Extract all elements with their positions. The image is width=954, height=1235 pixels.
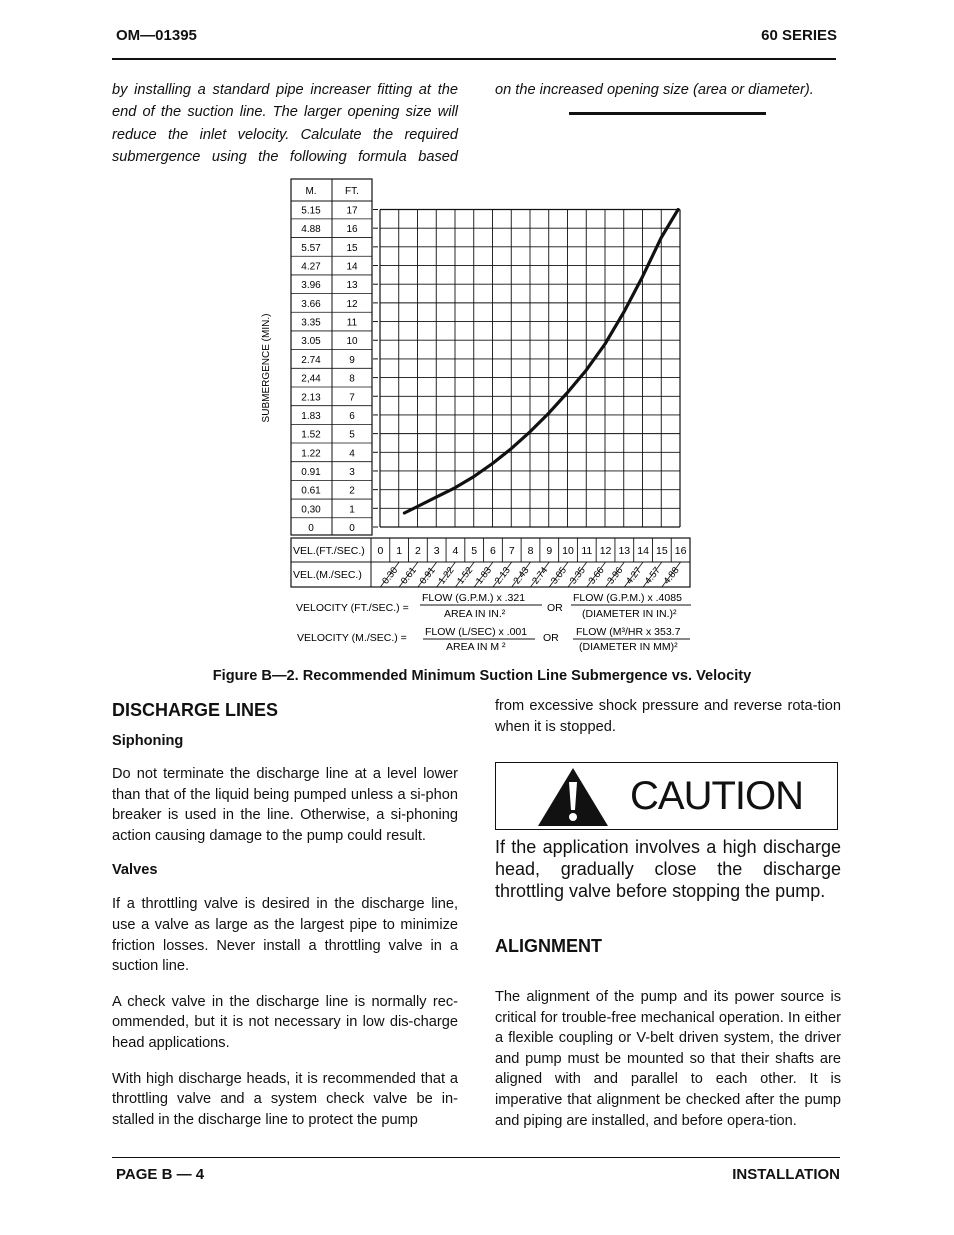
- valves-paragraph-3: With high discharge heads, it is recommended that a throttling valve and a system check valve be in-stalled in the discharge line to protect the pump: [112, 1070, 458, 1128]
- velocity-m-value: 3.35: [567, 565, 588, 587]
- formula-or: OR: [547, 602, 563, 614]
- figure-caption: Figure B—2. Recommended Minimum Suction Line Submergence vs. Velocity: [212, 668, 752, 684]
- feet-value: 7: [349, 392, 355, 404]
- feet-value: 17: [346, 205, 358, 217]
- page-number: PAGE B — 4: [116, 1166, 205, 1183]
- velocity-ft-value: 15: [656, 545, 668, 557]
- meters-value: 0.61: [301, 485, 321, 497]
- velocity-ft-value: 9: [546, 545, 553, 557]
- velocity-m-value: 1.22: [436, 565, 457, 587]
- velocity-ft-value: 2: [414, 545, 421, 557]
- meters-value: 5.15: [301, 205, 321, 217]
- feet-value: 16: [346, 224, 358, 236]
- velocity-ft-value: 14: [637, 545, 649, 557]
- formula-m-label: VELOCITY (M./SEC.) =: [297, 632, 407, 644]
- caution-message: If the application involves a high discharge head, gradually close the discharge throttling valve before stopping the pump.: [495, 837, 841, 901]
- meters-value: 4.27: [301, 261, 321, 273]
- formula-m-numerator-area: FLOW (L/SEC) x .001: [425, 626, 528, 638]
- feet-value: 9: [349, 354, 355, 366]
- meters-value: 2.13: [301, 392, 321, 404]
- formula-m-denominator-diameter: (DIAMETER IN MM)²: [579, 641, 678, 653]
- formula-ft-denominator-diameter: (DIAMETER IN IN.)²: [582, 608, 677, 620]
- caution-banner: [495, 762, 838, 830]
- valves-paragraph-3-cont: from excessive shock pressure and reverse rota-tion when it is stopped.: [495, 698, 841, 735]
- velocity-m-value: 3.05: [548, 565, 570, 587]
- velocity-ft-value: 12: [599, 545, 612, 557]
- meters-value: 0: [308, 523, 314, 534]
- velocity-m-value: 3.66: [586, 565, 607, 587]
- meters-value: 3.05: [301, 336, 321, 348]
- feet-value: 6: [349, 410, 355, 422]
- velocity-ft-value: 1: [396, 545, 403, 557]
- meters-value: 5.57: [301, 242, 321, 254]
- divider-rule: [569, 112, 766, 115]
- alignment-paragraph: The alignment of the pump and its power source is critical for trouble-free mechanical operation. In either a flexible coupling or V-belt driven system, the driver and pump must be mounted so that their shafts are aligned with and parallel to each other. It is imperative that alignment be checked after the pump and piping are installed, and before opera-tion.: [495, 989, 841, 1129]
- formula-ft-numerator-area: FLOW (G.P.M.) x .321: [422, 592, 526, 604]
- meters-value: 0,30: [301, 504, 321, 516]
- velocity-m-value: 2.13: [492, 565, 513, 587]
- velocity-ft-value: 0: [377, 545, 384, 557]
- feet-value: 4: [349, 448, 355, 460]
- meters-value: 2,44: [301, 373, 321, 385]
- feet-value: 15: [346, 242, 358, 254]
- meters-value: 1.83: [301, 410, 321, 422]
- intro-right-text: on the increased opening size (area or diameter).: [495, 82, 814, 98]
- feet-column-header: FT.: [345, 186, 359, 197]
- velocity-ft-value: 4: [452, 545, 459, 557]
- valves-heading: Valves: [112, 862, 158, 879]
- feet-value: 3: [349, 466, 355, 478]
- alignment-section: [495, 932, 841, 1131]
- feet-value: 0: [349, 523, 355, 534]
- discharge-heading: DISCHARGE LINES: [112, 700, 279, 720]
- velocity-ft-value: 7: [508, 545, 515, 557]
- meters-column-header: M.: [305, 186, 317, 197]
- velocity-ft-value: 11: [581, 545, 593, 557]
- formula-m-numerator-diameter: FLOW (M³/HR x 353.7: [576, 626, 681, 638]
- meters-value: 2.74: [301, 354, 321, 366]
- velocity-ft-value: 5: [471, 545, 478, 557]
- submergence-chart: [250, 172, 710, 662]
- submergence-curve: [404, 210, 678, 514]
- feet-value: 13: [346, 280, 358, 292]
- intro-left-text: by installing a standard pipe increaser fitting at the end of the suction line. The larger opening size will reduce the inlet velocity. Calculate the required submergence using the following formula based: [112, 82, 458, 166]
- series-title: 60 SERIES: [761, 27, 837, 44]
- feet-value: 10: [346, 336, 358, 348]
- meters-value: 1.52: [301, 429, 321, 441]
- feet-value: 2: [349, 485, 355, 497]
- velocity-m-value: 4.88: [661, 565, 682, 587]
- velocity-m-value: 0.30: [380, 565, 401, 587]
- y-axis-label: SUBMERGENCE (MIN.): [261, 313, 272, 423]
- feet-value: 8: [349, 373, 355, 385]
- velocity-ft-value: 16: [674, 545, 687, 557]
- siphoning-paragraph: Do not terminate the discharge line at a level lower than that of the liquid being pumped unless a si-phon breaker is used in the line. Otherwise, a si-phoning action causing damage to the pump could result.: [112, 766, 458, 844]
- header-rule: [112, 58, 836, 60]
- meters-value: 1.22: [301, 448, 321, 460]
- formula-ft-numerator-diameter: FLOW (G.P.M.) x .4085: [573, 592, 682, 604]
- velocity-ft-value: 13: [618, 545, 631, 557]
- feet-value: 14: [346, 261, 358, 273]
- feet-value: 11: [346, 317, 358, 329]
- velocity-ft-value: 8: [527, 545, 534, 557]
- velocity-m-value: 1.83: [473, 565, 495, 587]
- meters-value: 3.96: [301, 280, 321, 292]
- velocity-m-value: 0.61: [398, 565, 419, 587]
- velocity-m-value: 0.91: [417, 565, 438, 587]
- velocity-m-value: 2.43: [511, 565, 532, 587]
- velocity-m-value: 1.52: [455, 565, 476, 587]
- alignment-heading: ALIGNMENT: [495, 936, 602, 956]
- velocity-ft-value: 6: [490, 545, 496, 557]
- discharge-section: [112, 696, 458, 1130]
- valves-paragraph-1: If a throttling valve is desired in the discharge line, use a valve as large as the largest pipe to minimize friction losses. Never install a throttling valve in a suction line.: [112, 896, 458, 975]
- valves-paragraph-2: A check valve in the discharge line is normally rec-ommended, but it is not necessary in low dis-charge head applications.: [112, 993, 458, 1051]
- feet-value: 5: [349, 429, 355, 441]
- formula-m-denominator-area: AREA IN M ²: [446, 641, 506, 653]
- velocity-m-value: 4.57: [642, 565, 663, 587]
- doc-number: OM—01395: [116, 27, 197, 44]
- discharge-continued: [495, 696, 841, 737]
- meters-value: 3.35: [301, 317, 321, 329]
- velocity-ft-value: 10: [562, 545, 574, 557]
- velocity-m-value: 4.27: [624, 565, 645, 587]
- siphoning-heading: Siphoning: [112, 733, 184, 749]
- feet-value: 1: [349, 504, 355, 516]
- meters-value: 3.66: [301, 298, 321, 310]
- formula-ft-label: VELOCITY (FT./SEC.) =: [296, 602, 409, 614]
- section-name: INSTALLATION: [732, 1166, 840, 1183]
- meters-value: 4.88: [301, 224, 321, 236]
- velocity-m-value: 2.74: [530, 565, 551, 587]
- velocity-m-value: 3.96: [605, 565, 626, 587]
- footer-rule: [112, 1157, 840, 1158]
- velocity-ft-value: 3: [433, 545, 440, 557]
- velocity-m-label: VEL.(M./SEC.): [293, 569, 362, 581]
- caution-word: CAUTION: [630, 774, 803, 818]
- formula-m-or: OR: [543, 632, 559, 644]
- feet-value: 12: [346, 298, 358, 310]
- meters-value: 0.91: [301, 466, 321, 478]
- warning-triangle-icon: [536, 766, 610, 828]
- velocity-ft-label: VEL.(FT./SEC.): [293, 545, 365, 557]
- formula-ft-denominator-area: AREA IN IN.²: [444, 608, 506, 620]
